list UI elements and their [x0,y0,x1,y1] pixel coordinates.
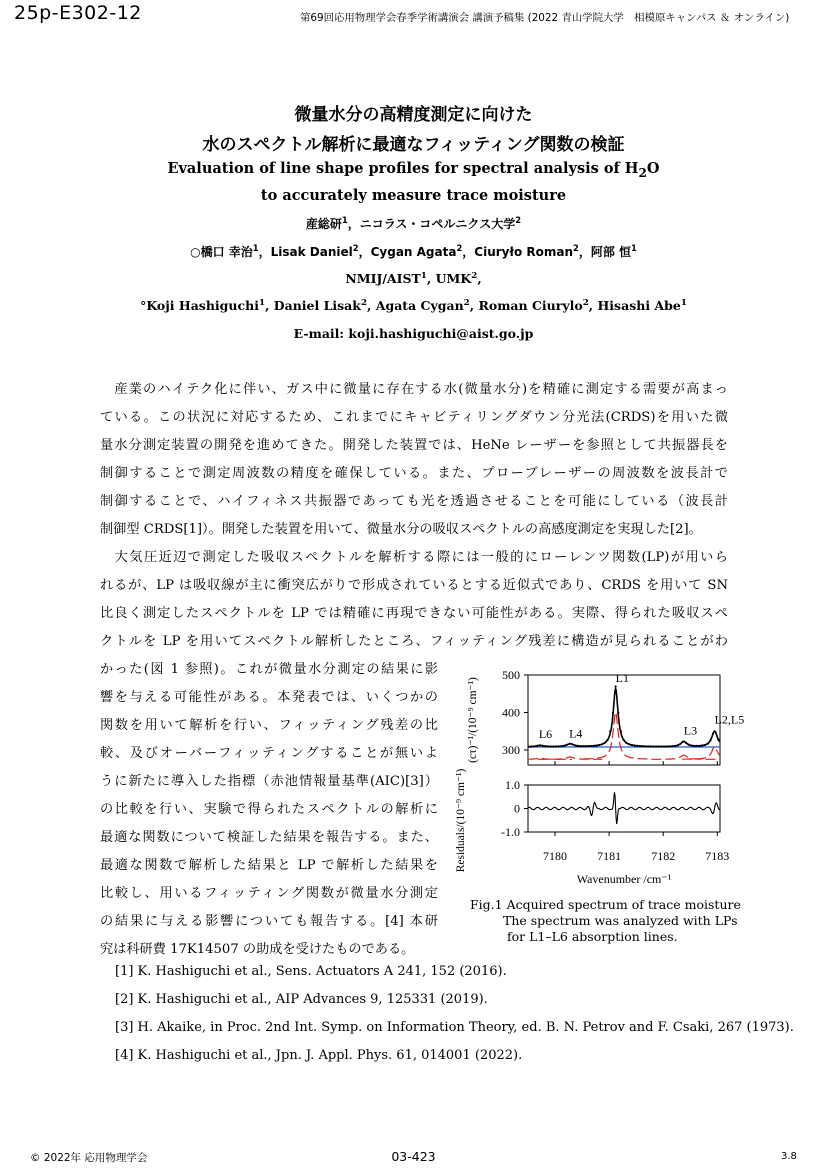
author-ja-sep: ， [358,245,371,259]
title-en-line2: to accurately measure trace moisture [260,187,567,204]
measured-point [617,712,619,714]
affil-ja-1: 産総研 [305,217,342,231]
measured-point [707,743,709,745]
author-en-sep: , [265,298,274,314]
author-en-name: Roman Ciurylo [478,298,583,314]
measured-point [698,745,700,747]
body-line: れるが、LP は吸収線が主に衝突広がりで形成されているとする近似式であり、CRDS を用いて SN [100,578,728,593]
measured-point [685,742,687,744]
footer-date: 3.8 [781,1151,797,1162]
body-line: 比良く測定したスペクトルを LP では精確に再現できない可能性がある。実際、得られた吸収スペ [100,606,728,621]
body-line: クトルを LP を用いてスペクトル解析したところ、フィッティング残差に構造が見られることがわ [100,634,728,649]
affiliations-ja [0,215,827,232]
caption-line-2: The spectrum was analyzed with LPs [503,913,738,928]
peak-label: L3 [683,723,698,738]
affil-en-sup1: 1 [420,271,427,281]
title-en-subscript: 2 [638,165,647,180]
author-ja-sup: 2 [456,243,463,253]
measured-point [531,745,533,747]
footer-page-number: 03-423 [391,1149,436,1164]
body-line: 量水分測定装置の開発を進めてきた。開発した装置では、HeNe レーザーを参照として共振器長を [100,438,728,453]
affil-en-sep: , [426,271,436,287]
measured-point [628,743,630,745]
author-en-sep: , [367,298,376,314]
measured-point [693,745,695,747]
measured-point [585,745,587,747]
measured-point [715,731,717,733]
measured-point [677,744,679,746]
measured-point [704,744,706,746]
measured-point [588,745,590,747]
measured-point [636,745,638,747]
measured-point [717,739,719,741]
xtick-label: 7182 [651,849,676,863]
author-ja-name: ○橋口 幸治 [190,245,253,259]
author-en-sup: 2 [360,298,368,308]
measured-point [528,746,530,748]
measured-point [598,744,600,746]
measured-point [550,745,552,747]
title-ja-line1: 微量水分の高精度測定に向けた [294,105,533,125]
upper-ytick-label: 300 [502,743,520,757]
measured-point [547,745,549,747]
author-en-sep: , [469,298,479,314]
lower-ytick-label: 0 [514,801,520,816]
measured-point [566,744,568,746]
measured-point [652,745,654,747]
body-line: ている。この状況に対応するため、これまでにキャビティリングダウン分光法(CRDS)を用いた微 [100,410,728,425]
author-en-name: Agata Cygan [375,298,464,314]
author-ja-sep: ， [462,245,475,259]
body-line: 制御型 CRDS[1]）。開発した装置を用いて、微量水分の吸収スペクトルの高感度測定を実現した[2]。 [100,522,702,537]
measured-point [612,712,614,714]
measured-point [544,745,546,747]
measured-point [650,745,652,747]
x-axis-label: Wavenumber /cm⁻¹ [576,872,672,886]
measured-point [563,745,565,747]
authors-en [0,298,827,313]
body-line: 産業のハイテク化に伴い、ガス中に微量に存在する水(微量水分)を精確に測定する需要が高まっ [100,382,728,397]
measured-point [669,745,671,747]
author-en-name: °Koji Hashiguchi [140,298,259,314]
author-en-sep: , [588,298,598,314]
xtick-label: 7180 [543,849,568,863]
affil-ja-2: ニコラス・コペルニクス大学 [359,217,516,231]
author-ja-name: 阿部 恒 [590,245,632,259]
body-column-line: 最適な関数について検証した結果を報告する。また、 [100,830,438,845]
measured-point [536,745,538,747]
peak-label: L1 [615,671,629,686]
upper-panel [528,671,744,765]
measured-point [674,745,676,747]
affil-en-end: , [477,271,482,287]
measured-point [609,730,611,732]
measured-point [552,745,554,747]
affiliations-en [0,271,827,286]
author-en-name: Daniel Lisak [273,298,361,314]
affil-en-1: NMIJ/AIST [345,271,421,287]
author-en-sup: 1 [258,298,266,308]
email: E-mail: koji.hashiguchi@aist.go.jp [293,326,534,341]
title-en-prefix: Evaluation of line shape profiles for spectral analysis of H [167,160,639,177]
measured-point [647,745,649,747]
measured-point [658,745,660,747]
measured-point [571,743,573,745]
body-column-line: 響を与える可能性がある。本発表では、いくつかの [100,690,438,705]
measured-point [661,745,663,747]
peak-label: L6 [538,727,553,741]
body-column-line: 較、及びオーバーフィッティングすることが無いよ [100,746,438,761]
measured-point [579,745,581,747]
measured-point [569,743,571,745]
author-en-sup: 2 [463,298,470,308]
reference-item: [3] H. Akaike, in Proc. 2nd Int. Symp. on Information Theory, ed. B. N. Petrov and F. Csaki, 267 (1973). [115,1020,794,1035]
measured-point [574,744,576,746]
measured-point [633,744,635,746]
measured-point [625,742,627,744]
authors-ja [0,243,827,260]
measured-point [642,745,644,747]
measured-point [542,745,544,747]
reference-item: [1] K. Hashiguchi et al., Sens. Actuators A 241, 152 (2016). [115,964,507,979]
measured-point [655,745,657,747]
measured-point [555,745,557,747]
body-column-line: 究は科研費 17K14507 の助成を受けたものである。 [100,942,415,957]
affil-en-sup2: 2 [471,271,478,281]
measured-point [604,742,606,744]
body-column-line: うに新たに導入した指標（赤池情報量基準(AIC)[3]） [100,774,438,789]
author-ja-name: Lisak Daniel [270,245,353,259]
measured-point [644,745,646,747]
affil-en-2: UMK [435,271,472,287]
measured-point [712,733,714,735]
measured-point [590,745,592,747]
upper-frame [528,675,720,765]
measured-point [701,744,703,746]
measured-point [620,730,622,732]
paper-id: 25p-E302-12 [14,2,142,24]
author-ja-sep: ， [258,245,271,259]
measured-point [696,745,698,747]
author-ja-sep: ， [578,245,591,259]
affil-ja-sup2: 2 [515,215,522,225]
fit-line [528,689,720,747]
affil-ja-sep: ， [347,217,360,231]
author-ja-sup: 1 [631,243,637,253]
component-curve [528,758,572,759]
measured-point [596,744,598,746]
residual-line [528,792,720,824]
body-column-line: かった(図 1 参照)。これが微量水分測定の結果に影 [100,662,438,677]
figure-caption [470,897,741,945]
measured-point [682,740,684,742]
reference-item: [4] K. Hashiguchi et al., Jpn. J. Appl. Phys. 61, 014001 (2022). [115,1048,523,1063]
lower-y-axis-label: Residuals/(10⁻⁹ cm⁻¹) [455,768,467,873]
measured-point [560,745,562,747]
caption-line-3: for L1–L6 absorption lines. [507,929,678,944]
measured-point [558,745,560,747]
author-ja-sup: 1 [252,243,259,253]
measured-point [671,745,673,747]
measured-point [615,686,617,688]
measured-point [631,744,633,746]
body-column-line: の結果に与える影響についても報告する。[4] 本研 [100,914,438,929]
body-column-line: 比較し、用いるフィッティング関数が微量水分測定 [100,886,438,901]
measured-point [623,739,625,741]
measured-point [601,743,603,745]
measured-point [533,745,535,747]
xtick-label: 7181 [597,849,622,863]
affil-ja-sup1: 1 [341,215,348,225]
measured-point [679,743,681,745]
upper-ytick-label: 400 [502,705,520,720]
peak-label: L4 [569,726,583,741]
measured-point [539,744,541,746]
author-ja-sup: 2 [573,243,579,253]
measured-point [606,739,608,741]
measured-point [663,745,665,747]
body-line: 制御することで測定周波数の精度を確保している。また、プローブレーザーの周波数を波長計で [100,466,728,481]
measured-point [593,745,595,747]
conference-header: 第69回応用物理学会春季学術講演会 講演予稿集 (2022 青山学院大学 相模原キャンパス ＆ オンライン) [300,12,790,24]
measured-point [666,745,668,747]
body-line: 大気圧近辺で測定した吸収スペクトルを解析する際には一般的にローレンツ関数(LP)が用いら [100,550,728,565]
upper-ytick-label: 500 [502,668,520,682]
title-en-suffix: O [646,160,660,177]
footer-copyright: © 2022年 応用物理学会 [30,1152,148,1164]
lower-panel [528,785,720,832]
body-column-line: 最適な関数で解析した結果と LP で解析した結果を [100,858,438,873]
body-column-line: の比較を行い、実験で得られたスペクトルの解析に [100,802,438,817]
caption-line-1: Fig.1 Acquired spectrum of trace moisture [470,897,741,912]
upper-y-axis-label: (cτ)⁻¹/(10⁻⁹ cm⁻¹) [467,677,479,763]
xtick-label: 7183 [705,849,730,863]
measured-point [577,745,579,747]
measured-point [639,745,641,747]
measured-point [709,740,711,742]
reference-item: [2] K. Hashiguchi et al., AIP Advances 9, 125331 (2019). [115,992,488,1007]
measured-point [688,744,690,746]
author-ja-name: Ciuryło Roman [474,245,574,259]
lower-ytick-label: -1.0 [501,825,520,839]
body-line: 制御することで、ハイフィネス共振器であっても光を透過させることを可能にしている（波長計 [100,494,728,509]
author-en-sup: 1 [680,298,687,308]
figure-axes [455,668,729,886]
author-en-name: Hisashi Abe [597,298,681,314]
title-en-line1 [0,160,827,180]
measured-point [690,744,692,746]
measured-point [582,745,584,747]
body-column-line: 関数を用いて解析を行い、フィッティング残差の比 [100,718,438,733]
spectrum-figure [448,665,745,895]
peak-label: L2,L5 [714,712,745,727]
author-ja-name: Cygan Agata [370,245,457,259]
component-curve [583,712,647,759]
title-ja-line2: 水のスペクトル解析に最適なフィッティング関数の検証 [202,135,625,155]
lower-ytick-label: 1.0 [505,778,520,792]
author-ja-sup: 2 [352,243,359,253]
author-en-sup: 2 [582,298,589,308]
